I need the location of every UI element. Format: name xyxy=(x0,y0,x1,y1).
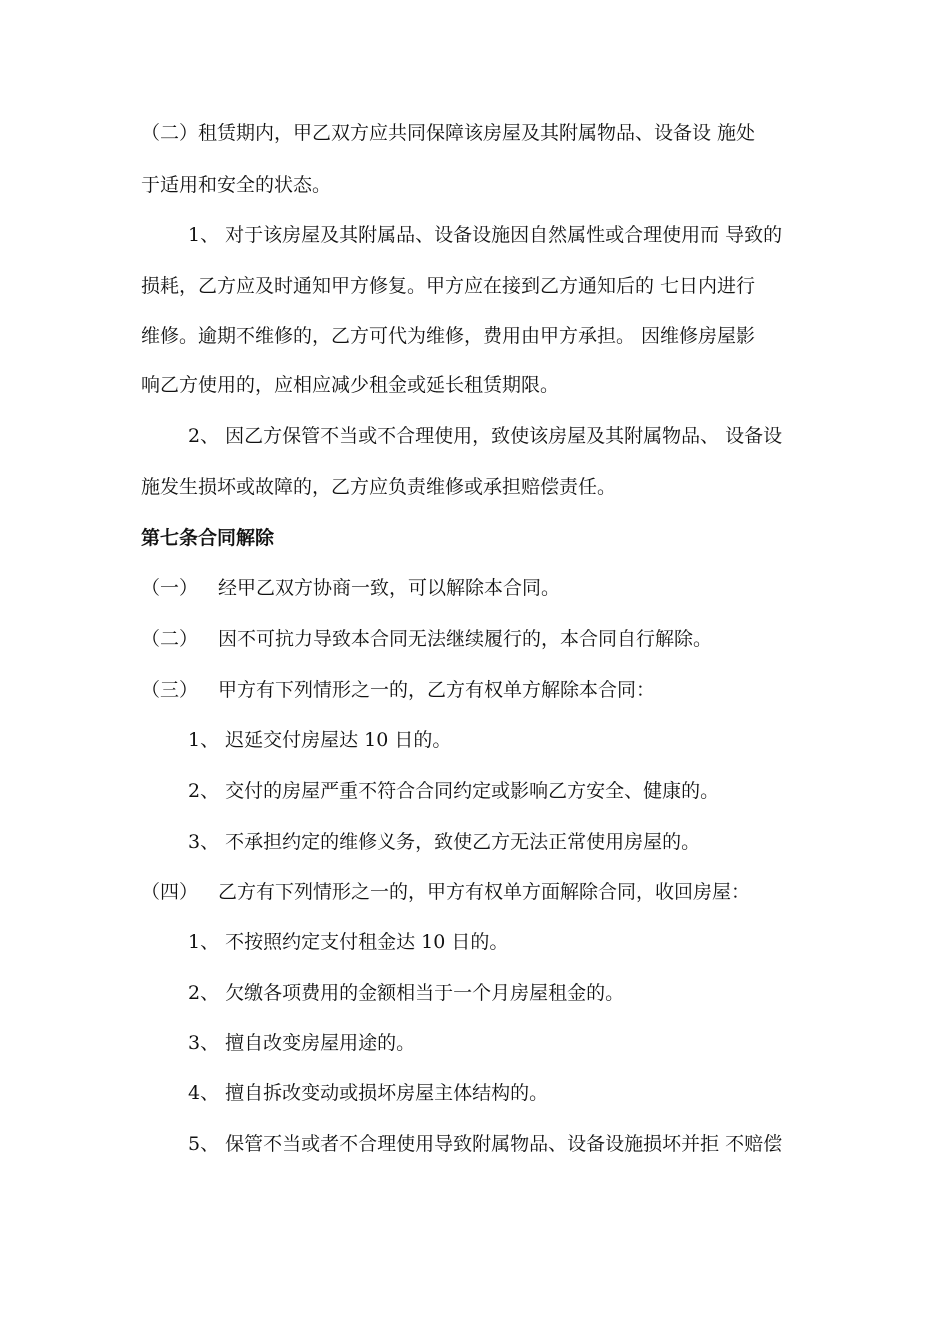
paragraph-line: 损耗，乙方应及时通知甲方修复。甲方应在接到乙方通知后的 七日内进行 xyxy=(141,275,756,297)
clause-text: 乙方有下列情形之一的，甲方有权单方面解除合同，收回房屋： xyxy=(218,881,751,903)
list-item: 3、 擅自改变房屋用途的。 xyxy=(188,1032,416,1054)
section-heading: 第七条合同解除 xyxy=(141,527,275,549)
paragraph-line: 2、 因乙方保管不当或不合理使用，致使该房屋及其附属物品、 设备设 xyxy=(188,425,783,447)
paragraph-line: 于适用和安全的状态。 xyxy=(141,174,332,196)
list-item: 4、 擅自拆改变动或损坏房屋主体结构的。 xyxy=(188,1082,549,1104)
clause-text: 甲方有下列情形之一的，乙方有权单方解除本合同： xyxy=(218,679,656,701)
paragraph-line: 响乙方使用的，应相应减少租金或延长租赁期限。 xyxy=(141,374,560,396)
list-item: 2、 欠缴各项费用的金额相当于一个月房屋租金的。 xyxy=(188,982,625,1004)
list-item: 3、 不承担约定的维修义务，致使乙方无法正常使用房屋的。 xyxy=(188,831,701,853)
clause-text: 因不可抗力导致本合同无法继续履行的，本合同自行解除。 xyxy=(218,628,713,650)
paragraph-line: 1、 对于该房屋及其附属品、设备设施因自然属性或合理使用而 导致的 xyxy=(188,224,783,246)
list-item: 2、 交付的房屋严重不符合合同约定或影响乙方安全、健康的。 xyxy=(188,780,720,802)
list-item: 1、 不按照约定支付租金达 10 日的。 xyxy=(188,931,509,953)
clause-label: （四） xyxy=(141,881,199,903)
list-item: 1、 迟延交付房屋达 10 日的。 xyxy=(188,729,452,751)
paragraph-line: （二）租赁期内，甲乙双方应共同保障该房屋及其附属物品、设备设 施处 xyxy=(141,122,756,144)
clause-label: （二） xyxy=(141,628,199,650)
clause-label: （一） xyxy=(141,577,199,599)
paragraph-line: 施发生损坏或故障的，乙方应负责维修或承担赔偿责任。 xyxy=(141,476,617,498)
paragraph-line: 维修。逾期不维修的，乙方可代为维修，费用由甲方承担。 因维修房屋影 xyxy=(141,325,756,347)
clause-text: 经甲乙双方协商一致，可以解除本合同。 xyxy=(218,577,561,599)
list-item: 5、 保管不当或者不合理使用导致附属物品、设备设施损坏并拒 不赔偿 xyxy=(188,1133,783,1155)
clause-label: （三） xyxy=(141,679,199,701)
